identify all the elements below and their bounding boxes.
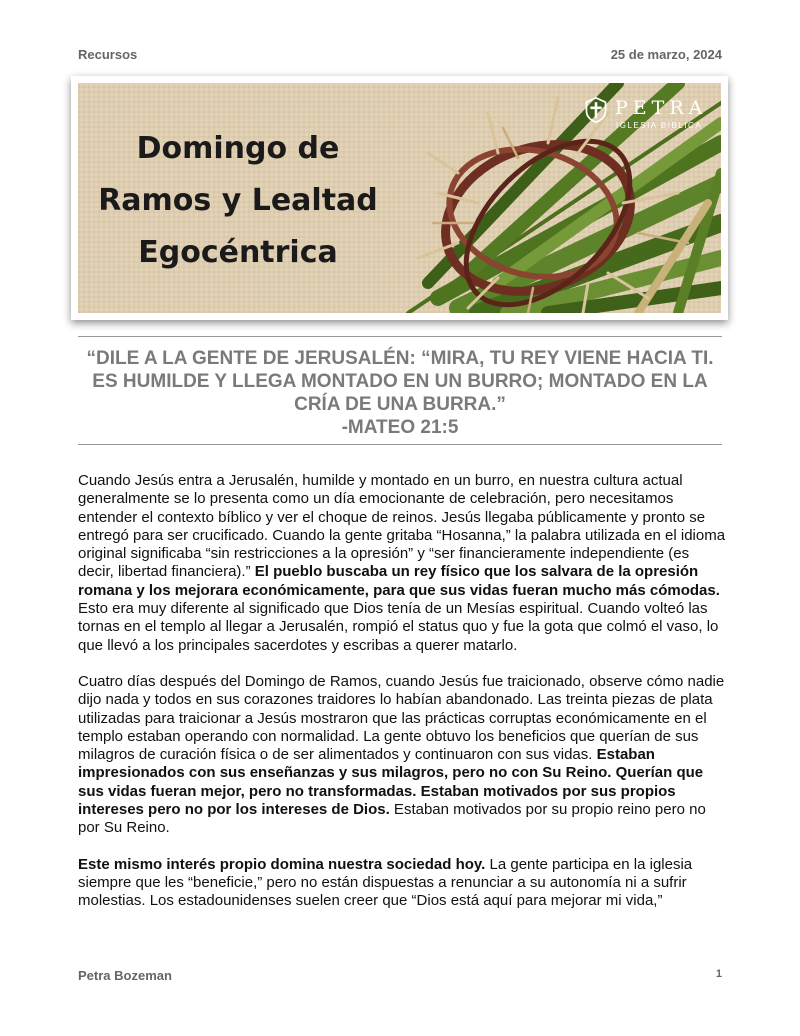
article-body [78, 472, 728, 929]
banner-frame [71, 76, 728, 320]
paragraph [78, 472, 728, 655]
petra-logo [583, 97, 713, 137]
cross-shield-icon [583, 97, 609, 123]
logo-subtitle: IGLESIA BÍBLICA [616, 121, 703, 130]
divider-bottom [78, 444, 722, 445]
banner-title-line: Domingo de [136, 131, 340, 166]
paragraph-emphasis: Estaban impresionados con sus enseñanzas y sus milagros, pero no con Su Reino. Querían que sus vidas fueran mejor, pero no transformadas. Estaban motivados por sus propios intereses pero no por los intereses de Dios. [78, 746, 704, 819]
paragraph-text: Cuando Jesús entra a Jerusalén, humilde y montado en un burro, en nuestra cultura actual generalmente se lo presenta como un día emocionante de celebración, pero necesitamos entender el contexto bíblico y ver el choque de reinos. Jesús llegaba públicamente y pronto se entregó para ser crucificado. Cuando la gente gritaba “Hosanna,” la palabra utilizada en el idioma original significaba “sin restricciones a la opresión” y “ser financieramente independiente (es decir, libertad financiera).” [78, 472, 726, 581]
paragraph-emphasis: Este mismo interés propio domina nuestra sociedad hoy. [78, 855, 486, 873]
paragraph-text: Estaban motivados por su propio reino pero no por Su Reino. [78, 801, 706, 837]
banner-image [78, 83, 721, 313]
paragraph-emphasis: El pueblo buscaba un rey físico que los salvara de la opresión romana y los mejorara económicamente, para que sus vidas fueran mucho más cómodas. [78, 563, 720, 599]
quote-text: “DILE A LA GENTE DE JERUSALÉN: “MIRA, TU REY VIENE HACIA TI. ES HUMILDE Y LLEGA MONTADO EN UN BURRO; MONTADO EN LA CRÍA DE UNA BURRA.” [86, 348, 714, 415]
logo-name: PETRA [615, 97, 708, 119]
page-number: 1 [715, 968, 722, 980]
date-label: 25 de marzo, 2024 [610, 47, 722, 62]
paragraph-text: La gente participa en la iglesia siempre que les “beneficie,” pero no están dispuestas a renunciar a su autonomía ni a sufrir molestias. Los estadounidenses suelen creer que “Dios está aquí para mejorar mi vida,” [78, 855, 693, 910]
banner-title [88, 123, 388, 279]
paragraph [78, 856, 728, 911]
page-header [78, 47, 722, 63]
paragraph-text: Cuatro días después del Domingo de Ramos, cuando Jesús fue traicionado, observe cómo nadie dijo nada y todos en sus corazones traidores lo habían abandonado. Las treinta piezas de plata utilizadas para traicionar a Jesús mostraron que las prácticas corruptas económicamente en el templo estaban operando con normalidad. La gente obtuvo los beneficios que querían de sus milagros de curación física o de ser alimentados y continuaron con sus vidas. [78, 672, 725, 764]
paragraph-text: Esto era muy diferente al significado que Dios tenía de un Mesías espiritual. Cuando volteó las tornas en el templo al llegar a Jerusalén, rompió el status quo y fue la gota que colmó el vaso, lo que llevó a los principales sacerdotes y escribas a querer matarlo. [78, 600, 719, 654]
divider-top [78, 336, 722, 337]
paragraph [78, 673, 728, 838]
quote-reference: -MATEO 21:5 [341, 417, 459, 438]
banner-title-line: Ramos y Lealtad [98, 183, 378, 218]
scripture-quote [78, 347, 722, 439]
banner-title-line: Egocéntrica [138, 235, 338, 270]
author-label: Petra Bozeman [78, 968, 172, 983]
page-footer [78, 968, 722, 984]
section-label: Recursos [78, 47, 138, 62]
